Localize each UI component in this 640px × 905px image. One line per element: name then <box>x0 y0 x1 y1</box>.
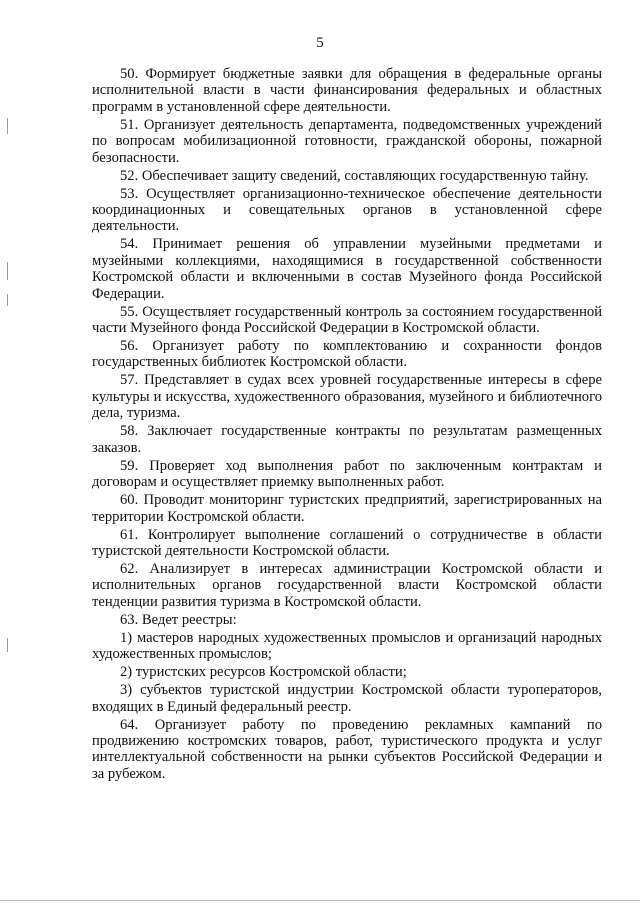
scan-margin-mark <box>7 262 8 280</box>
document-body <box>92 66 602 784</box>
list-item-63-2: 2) туристских ресурсов Костромской области; <box>120 664 407 681</box>
paragraph-60: 60. Проводит мониторинг туристских предприятий, зарегистрированных на территории Костромской области. <box>92 492 602 525</box>
paragraph-51: 51. Организует деятельность департамента, подведомственных учреждений по вопросам мобилизационной готовности, гражданской обороны, пожарной безопасности. <box>92 116 602 166</box>
paragraph-63: 63. Ведет реестры: <box>120 611 237 628</box>
paragraph-52: 52. Обеспечивает защиту сведений, составляющих государственную тайну. <box>120 167 589 184</box>
paragraph-64: 64. Организует работу по проведению рекламных кампаний по продвижению костромских товаров, работ, туристического продукта и услуг интеллектуальной собственности на рынки субъектов Российской Федерации и за рубежом. <box>92 716 602 782</box>
scan-margin-mark <box>7 638 8 652</box>
paragraph-61: 61. Контролирует выполнение соглашений о сотрудничестве в области туристской деятельности Костромской области. <box>92 526 602 559</box>
paragraph-53: 53. Осуществляет организационно-техническое обеспечение деятельности координационных и совещательных органов в установленной сфере деятельности. <box>92 185 602 235</box>
page-number: 5 <box>316 35 324 51</box>
list-item-63-3: 3) субъектов туристской индустрии Костромской области туроператоров, входящих в Единый федеральный реестр. <box>92 682 602 715</box>
paragraph-62: 62. Анализирует в интересах администрации Костромской области и исполнительных органов государственной власти Костромской области тенденции развития туризма в Костромской области. <box>92 560 602 610</box>
scan-margin-mark <box>7 118 8 134</box>
scan-bottom-edge <box>0 900 640 901</box>
paragraph-57: 57. Представляет в судах всех уровней государственные интересы в сфере культуры и искусства, художественного образования, музейного и библиотечного дела, туризма. <box>92 372 602 422</box>
paragraph-58: 58. Заключает государственные контракты по результатам размещенных заказов. <box>92 423 602 456</box>
paragraph-56: 56. Организует работу по комплектованию и сохранности фондов государственных библиотек Костромской области. <box>92 338 602 371</box>
paragraph-55: 55. Осуществляет государственный контроль за состоянием государственной части Музейного фонда Российской Федерации в Костромской области. <box>92 303 602 337</box>
paragraph-50: 50. Формирует бюджетные заявки для обращения в федеральные органы исполнительной власти в части финансирования федеральных и областных программ в установленной сфере деятельности. <box>92 66 602 115</box>
scan-margin-mark <box>7 294 8 306</box>
list-item-63-1: 1) мастеров народных художественных промыслов и организаций народных художественных промыслов; <box>92 629 602 663</box>
paragraph-59: 59. Проверяет ход выполнения работ по заключенным контрактам и договорам и осуществляет приемку выполненных работ. <box>92 457 602 491</box>
paragraph-54: 54. Принимает решения об управлении музейными предметами и музейными коллекциями, находящимися в государственной собственности Костромской области и включенными в состав Музейного фонда Российской Федерации. <box>92 236 602 302</box>
